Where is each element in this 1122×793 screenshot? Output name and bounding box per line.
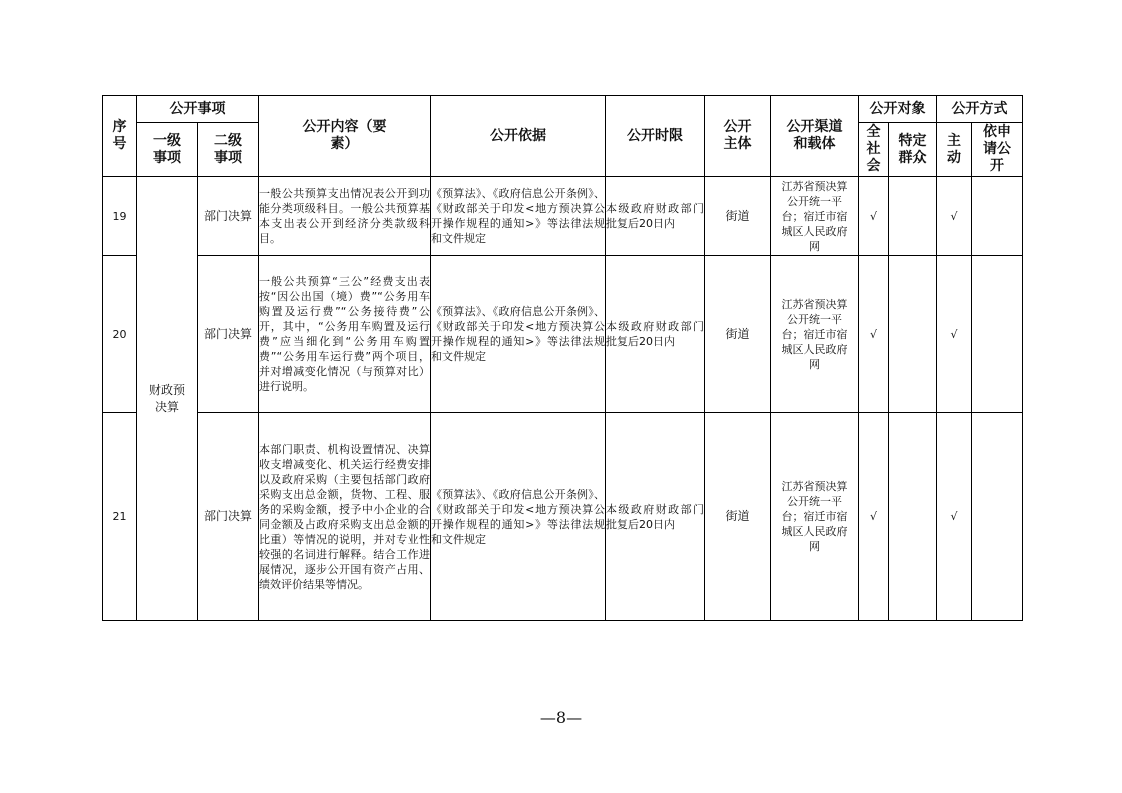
row-content: 一般公共预算支出情况表公开到功能分类项级科目。一般公共预算基本支出表公开到经济分类款级科目。	[259, 177, 431, 256]
row-level2: 部门决算	[198, 177, 259, 256]
table-row	[103, 177, 1023, 256]
row-on-request-check	[972, 256, 1023, 413]
header-level1: 一级事项	[137, 123, 198, 177]
table-row	[103, 256, 1023, 413]
row-basis: 《预算法》、《政府信息公开条例》、《财政部关于印发<地方预决算公开操作规程的通知>》等法律法规和文件规定	[431, 256, 606, 413]
header-specific-group: 特定群众	[889, 123, 937, 177]
row-channel: 江苏省预决算公开统一平台；宿迁市宿城区人民政府网	[771, 177, 859, 256]
row-time-limit: 本级政府财政部门批复后20日内	[606, 256, 705, 413]
page-number: —8—	[539, 708, 583, 727]
disclosure-table	[102, 95, 1023, 621]
row-specific-group-check	[889, 413, 937, 621]
row-content: 一般公共预算“三公”经费支出表按“因公出国（境）费”“公务用车购置及运行费”“公务接待费”公开，其中，“公务用车购置及运行费”应当细化到“公务用车购置费”“公务用车运行费”两个项目，并对增减变化情况（与预算对比）进行说明。	[259, 256, 431, 413]
row-whole-society-check: √	[859, 413, 889, 621]
level1-cell: 财政预决算	[137, 177, 198, 621]
header-active: 主动	[937, 123, 972, 177]
row-content: 本部门职责、机构设置情况、决算收支增减变化、机关运行经费安排以及政府采购（主要包括部门政府采购支出总金额，货物、工程、服务的采购金额，授予中小企业的合同金额及占政府采购支出总金额的比重）等情况的说明，并对专业性较强的名词进行解释。结合工作进展情况，逐步公开国有资产占用、绩效评价结果等情况。	[259, 413, 431, 621]
table-row	[103, 413, 1023, 621]
row-seq: 21	[103, 413, 137, 621]
row-specific-group-check	[889, 256, 937, 413]
header-on-request: 依申请公开	[972, 123, 1023, 177]
row-active-check: √	[937, 413, 972, 621]
header-content: 公开内容（要素）	[259, 96, 431, 177]
row-seq: 19	[103, 177, 137, 256]
row-subject: 街道	[705, 413, 771, 621]
row-subject: 街道	[705, 256, 771, 413]
row-basis: 《预算法》、《政府信息公开条例》、《财政部关于印发<地方预决算公开操作规程的通知>》等法律法规和文件规定	[431, 177, 606, 256]
header-time-limit: 公开时限	[606, 96, 705, 177]
row-active-check: √	[937, 177, 972, 256]
row-specific-group-check	[889, 177, 937, 256]
header-channel: 公开渠道和载体	[771, 96, 859, 177]
row-time-limit: 本级政府财政部门批复后20日内	[606, 177, 705, 256]
row-time-limit: 本级政府财政部门批复后20日内	[606, 413, 705, 621]
header-basis: 公开依据	[431, 96, 606, 177]
header-whole-society: 全社会	[859, 123, 889, 177]
row-whole-society-check: √	[859, 177, 889, 256]
row-whole-society-check: √	[859, 256, 889, 413]
row-channel: 江苏省预决算公开统一平台；宿迁市宿城区人民政府网	[771, 256, 859, 413]
row-on-request-check	[972, 177, 1023, 256]
row-level2: 部门决算	[198, 256, 259, 413]
header-seq: 序号	[103, 96, 137, 177]
header-audience-group: 公开对象	[859, 96, 937, 123]
header-level2: 二级事项	[198, 123, 259, 177]
row-basis: 《预算法》、《政府信息公开条例》、《财政部关于印发<地方预决算公开操作规程的通知>》等法律法规和文件规定	[431, 413, 606, 621]
header-method-group: 公开方式	[937, 96, 1023, 123]
row-subject: 街道	[705, 177, 771, 256]
header-subject: 公开主体	[705, 96, 771, 177]
header-item-group: 公开事项	[137, 96, 259, 123]
row-channel: 江苏省预决算公开统一平台；宿迁市宿城区人民政府网	[771, 413, 859, 621]
row-seq: 20	[103, 256, 137, 413]
row-on-request-check	[972, 413, 1023, 621]
row-level2: 部门决算	[198, 413, 259, 621]
row-active-check: √	[937, 256, 972, 413]
